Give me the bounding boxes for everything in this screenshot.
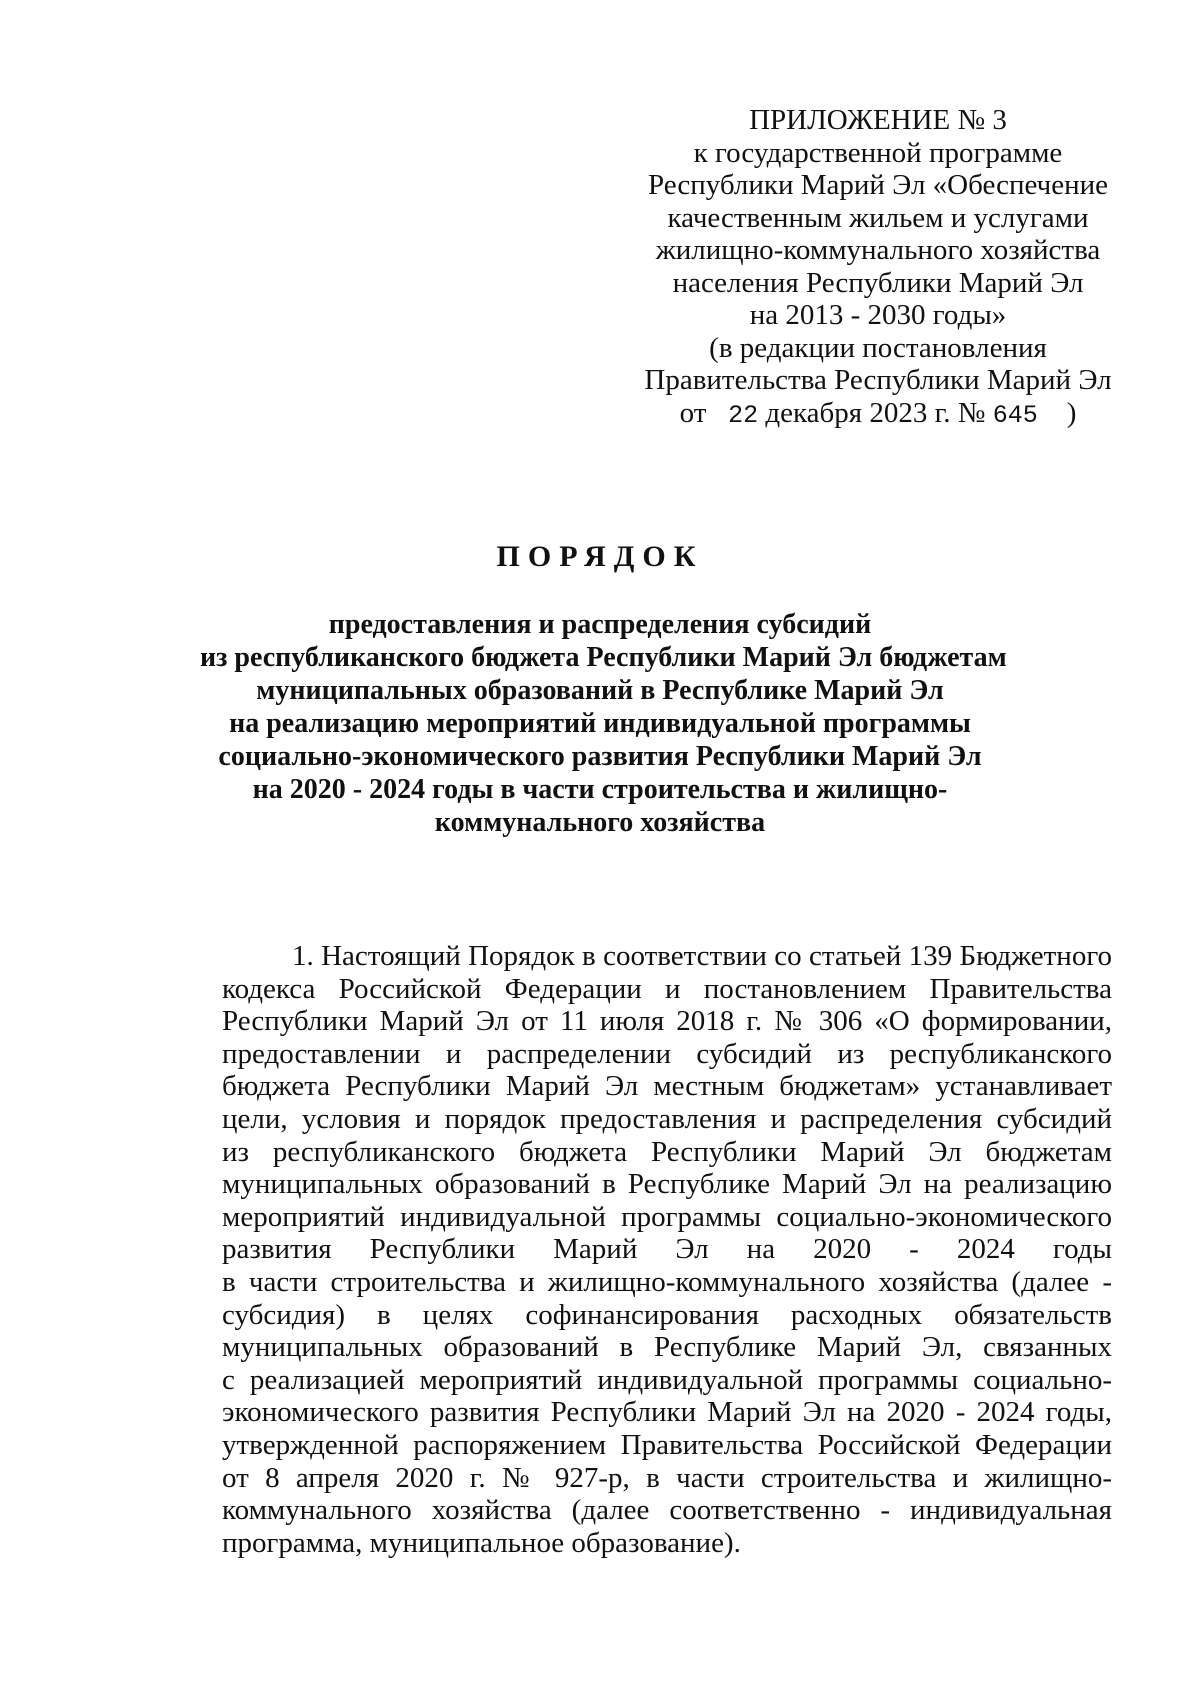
- annex-line: к государственной программе: [693, 136, 1063, 169]
- date-day: 22: [728, 400, 759, 430]
- annex-line: ПРИЛОЖЕНИЕ № 3: [749, 104, 1007, 136]
- body-line: кодекса Российской Федерации и постановлением Правительства: [222, 972, 1112, 1005]
- body-line: субсидия) в целях софинансирования расходных обязательств: [222, 1298, 1112, 1331]
- annex-line: населения Республики Марий Эл: [672, 266, 1084, 299]
- body-line: мероприятий индивидуальной программы социально-экономического: [222, 1200, 1112, 1233]
- subtitle-line: на 2020 - 2024 годы в части строительства и жилищно-: [252, 774, 948, 805]
- annex-line: на 2013 - 2030 годы»: [749, 299, 1007, 331]
- body-line: развития Республики Марий Эл на 2020 - 2024 годы: [222, 1233, 1112, 1266]
- body-line: бюджета Республики Марий Эл местным бюджетам» устанавливает: [222, 1070, 1112, 1103]
- date-close: ): [1066, 396, 1077, 429]
- body-line: утвержденной распоряжением Правительства Российской Федерации: [222, 1428, 1112, 1461]
- body-line: из республиканского бюджета Республики Марий Эл бюджетам: [222, 1135, 1112, 1168]
- body-line: с реализацией мероприятий индивидуальной программы социально-: [222, 1363, 1112, 1396]
- body-line: в части строительства и жилищно-коммунального хозяйства (далее -: [222, 1265, 1112, 1298]
- body-line: от 8 апреля 2020 г. № 927-р, в части строительства и жилищно-: [222, 1461, 1112, 1494]
- body-line: муниципальных образований в Республике Марий Эл на реализацию: [222, 1168, 1112, 1201]
- decree-number: 645: [992, 400, 1038, 430]
- body-line: Республики Марий Эл от 11 июля 2018 г. № 306 «О формировании,: [222, 1005, 1112, 1038]
- date-from: от: [679, 396, 707, 429]
- body-line: цели, условия и порядок предоставления и распределения субсидий: [222, 1102, 1112, 1135]
- subtitle-line: социально-экономического развития Республики Марий Эл: [218, 741, 982, 772]
- subtitle-line: на реализацию мероприятий индивидуальной программы: [229, 708, 971, 739]
- body-line: программа, муниципальное образование).: [222, 1526, 741, 1559]
- annex-line: Республики Марий Эл «Обеспечение: [648, 169, 1108, 201]
- annex-line: (в редакции постановления: [709, 331, 1047, 364]
- annex-line: жилищно-коммунального хозяйства: [655, 234, 1101, 266]
- body-line: коммунального хозяйства (далее соответственно - индивидуальная: [222, 1494, 1112, 1527]
- subtitle-line: из республиканского бюджета Республики Марий Эл бюджетам: [200, 642, 1007, 673]
- document-subtitle: [200, 608, 1007, 839]
- paragraph-1: [222, 940, 1112, 1559]
- body-line: предоставлении и распределении субсидий из республиканского: [222, 1037, 1112, 1070]
- body-line: экономического развития Республики Марий Эл на 2020 - 2024 годы,: [222, 1396, 1112, 1429]
- body-line: 1. Настоящий Порядок в соответствии со статьей 139 Бюджетного: [292, 940, 1112, 972]
- subtitle-line: муниципальных образований в Республике Марий Эл: [256, 675, 944, 706]
- subtitle-line: предоставления и распределения субсидий: [328, 609, 872, 640]
- annex-block: [628, 104, 1128, 432]
- body-line: муниципальных образований в Республике Марий Эл, связанных: [222, 1331, 1112, 1364]
- annex-date-line: [628, 397, 1128, 433]
- document-title: ПОРЯДОК: [496, 540, 704, 573]
- annex-line: качественным жильем и услугами: [667, 201, 1089, 234]
- subtitle-line: коммунального хозяйства: [434, 807, 766, 838]
- date-month-year: декабря 2023 г. №: [765, 396, 986, 429]
- annex-line: Правительства Республики Марий Эл: [644, 364, 1112, 396]
